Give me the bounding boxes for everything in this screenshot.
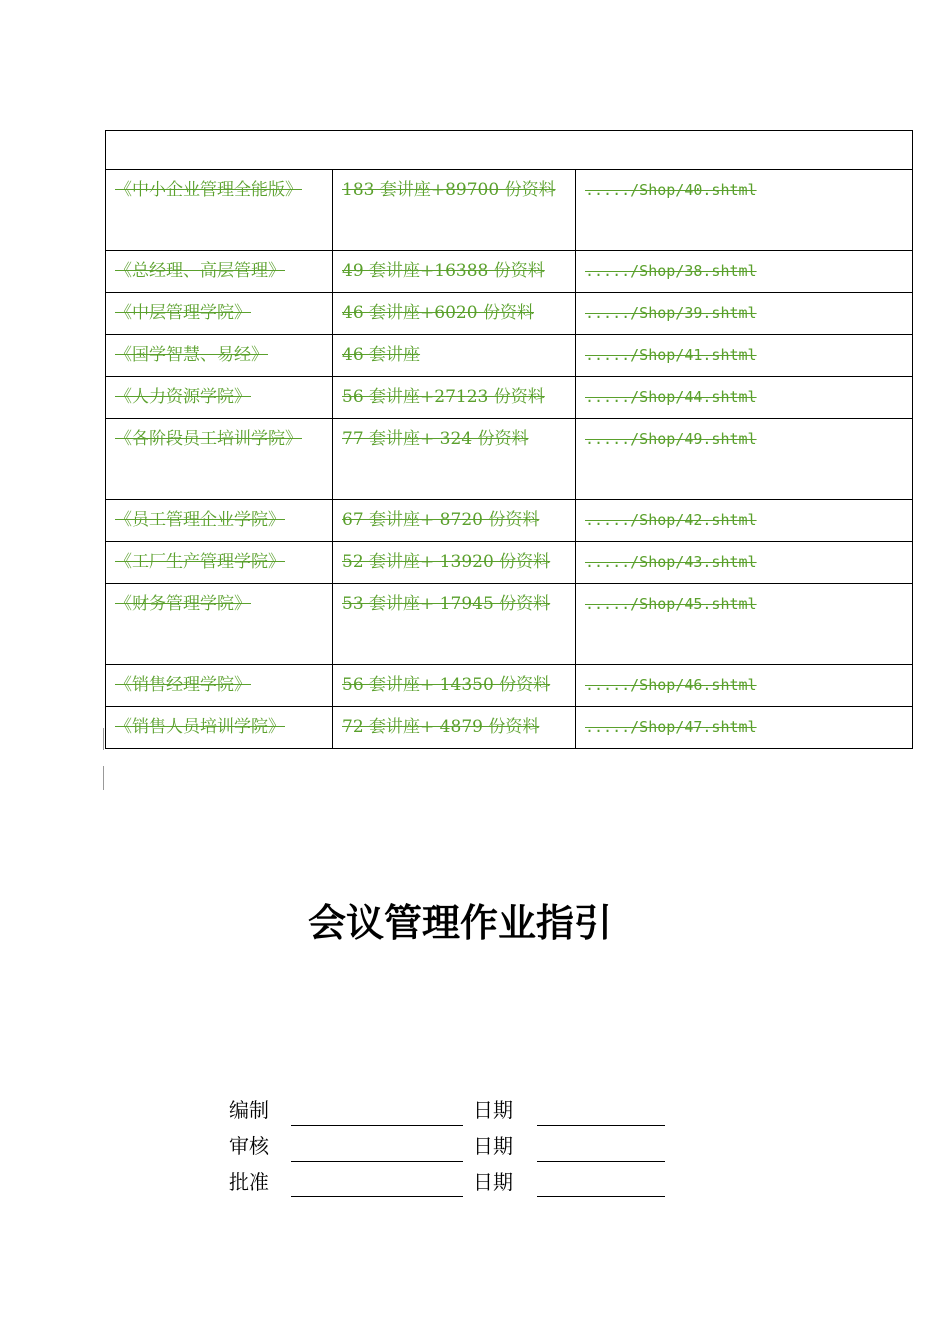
table-row bbox=[106, 293, 913, 335]
review-date-label: 日期 bbox=[473, 1134, 513, 1158]
course-url-link[interactable]: ...../Shop/40.shtml bbox=[576, 170, 913, 251]
course-url-link[interactable]: ...../Shop/39.shtml bbox=[576, 293, 913, 335]
document-title: 会议管理作业指引 bbox=[307, 901, 612, 945]
course-count-link[interactable]: 183 套讲座+89700 份资料 bbox=[333, 170, 576, 251]
course-url-link[interactable]: ...../Shop/47.shtml bbox=[576, 707, 913, 749]
course-count-link[interactable]: 49 套讲座+16388 份资料 bbox=[333, 251, 576, 293]
course-name-link[interactable]: 《人力资源学院》 bbox=[106, 377, 333, 419]
table-header-cell bbox=[106, 131, 913, 170]
course-name-link[interactable]: 《销售经理学院》 bbox=[106, 665, 333, 707]
course-count-link[interactable]: 46 套讲座 bbox=[333, 335, 576, 377]
course-name-link[interactable]: 《员工管理企业学院》 bbox=[106, 500, 333, 542]
table-header-row bbox=[106, 131, 913, 170]
table-row bbox=[106, 542, 913, 584]
course-url-link[interactable]: ...../Shop/44.shtml bbox=[576, 377, 913, 419]
course-name-link[interactable]: 《中小企业管理全能版》 bbox=[106, 170, 333, 251]
review-date-line[interactable] bbox=[537, 1161, 665, 1162]
course-url-link[interactable]: ...../Shop/49.shtml bbox=[576, 419, 913, 500]
course-name-link[interactable]: 《总经理、高层管理》 bbox=[106, 251, 333, 293]
table-row bbox=[106, 335, 913, 377]
links-table bbox=[105, 130, 913, 749]
compiled-signature-line[interactable] bbox=[291, 1125, 463, 1126]
course-count-link[interactable]: 72 套讲座+ 4879 份资料 bbox=[333, 707, 576, 749]
course-count-link[interactable]: 67 套讲座+ 8720 份资料 bbox=[333, 500, 576, 542]
review-signature-line[interactable] bbox=[291, 1161, 463, 1162]
course-name-link[interactable]: 《销售人员培训学院》 bbox=[106, 707, 333, 749]
course-name-link[interactable]: 《中层管理学院》 bbox=[106, 293, 333, 335]
course-name-link[interactable]: 《国学智慧、易经》 bbox=[106, 335, 333, 377]
margin-tick-mark bbox=[103, 766, 104, 790]
approve-date-line[interactable] bbox=[537, 1196, 665, 1197]
course-url-link[interactable]: ...../Shop/46.shtml bbox=[576, 665, 913, 707]
course-name-link[interactable]: 《工厂生产管理学院》 bbox=[106, 542, 333, 584]
approve-label: 批准 bbox=[229, 1170, 269, 1194]
table-row bbox=[106, 665, 913, 707]
compiled-label: 编制 bbox=[229, 1098, 269, 1122]
course-count-link[interactable]: 56 套讲座+27123 份资料 bbox=[333, 377, 576, 419]
table-row bbox=[106, 500, 913, 542]
course-url-link[interactable]: ...../Shop/42.shtml bbox=[576, 500, 913, 542]
review-label: 审核 bbox=[229, 1134, 269, 1158]
margin-tick-mark bbox=[103, 728, 104, 750]
course-url-link[interactable]: ...../Shop/43.shtml bbox=[576, 542, 913, 584]
compiled-date-label: 日期 bbox=[473, 1098, 513, 1122]
table-row bbox=[106, 419, 913, 500]
course-count-link[interactable]: 56 套讲座+ 14350 份资料 bbox=[333, 665, 576, 707]
course-count-link[interactable]: 52 套讲座+ 13920 份资料 bbox=[333, 542, 576, 584]
course-name-link[interactable]: 《财务管理学院》 bbox=[106, 584, 333, 665]
course-count-link[interactable]: 46 套讲座+6020 份资料 bbox=[333, 293, 576, 335]
course-count-link[interactable]: 77 套讲座+ 324 份资料 bbox=[333, 419, 576, 500]
table-row bbox=[106, 707, 913, 749]
approve-signature-line[interactable] bbox=[291, 1196, 463, 1197]
table-row bbox=[106, 170, 913, 251]
compiled-date-line[interactable] bbox=[537, 1125, 665, 1126]
approve-date-label: 日期 bbox=[473, 1170, 513, 1194]
course-url-link[interactable]: ...../Shop/38.shtml bbox=[576, 251, 913, 293]
course-name-link[interactable]: 《各阶段员工培训学院》 bbox=[106, 419, 333, 500]
course-count-link[interactable]: 53 套讲座+ 17945 份资料 bbox=[333, 584, 576, 665]
course-url-link[interactable]: ...../Shop/41.shtml bbox=[576, 335, 913, 377]
course-url-link[interactable]: ...../Shop/45.shtml bbox=[576, 584, 913, 665]
table-row bbox=[106, 251, 913, 293]
table-row bbox=[106, 584, 913, 665]
table-row bbox=[106, 377, 913, 419]
